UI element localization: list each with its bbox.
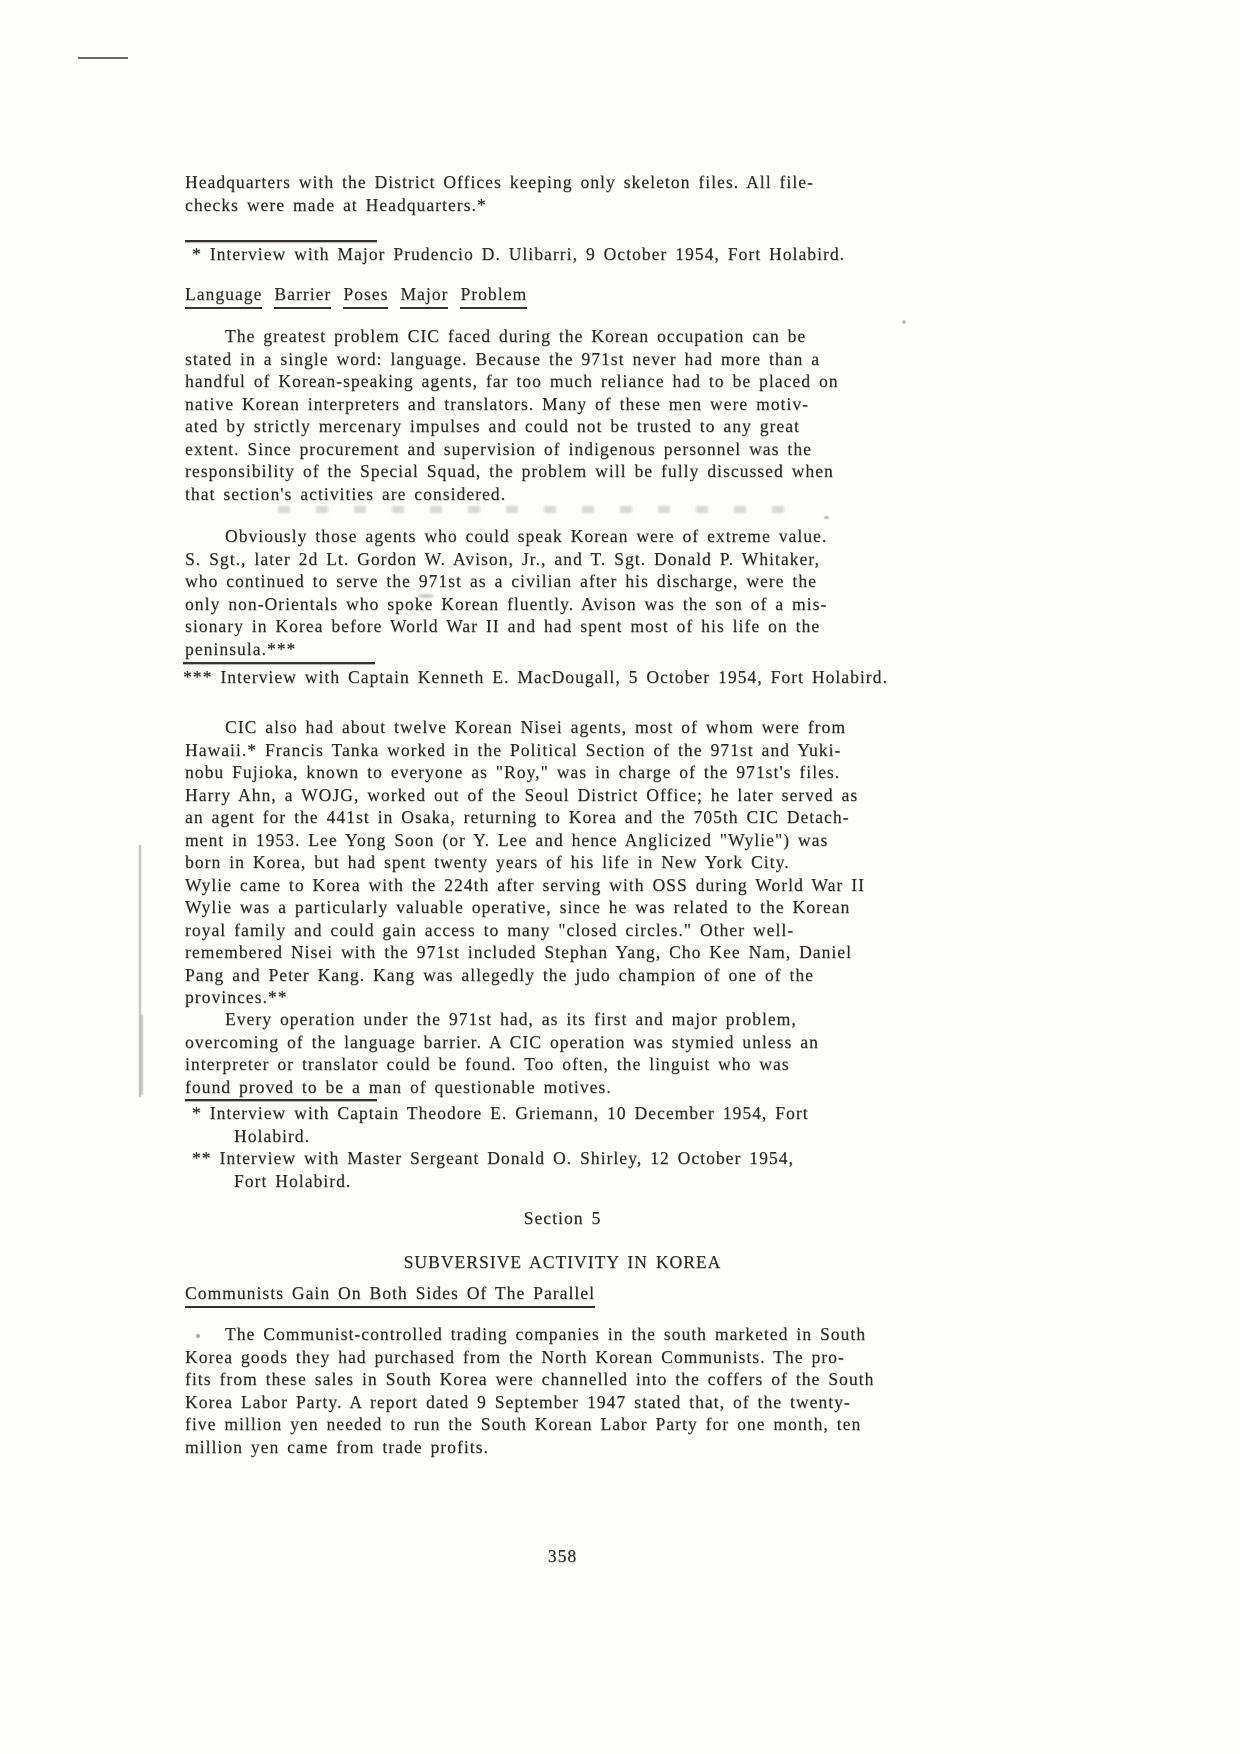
scan-speck [824, 516, 829, 519]
subsection-heading-text: Communists Gain On Both Sides Of The Parallel [185, 1282, 595, 1308]
page-number: 358 [547, 1546, 578, 1566]
paragraph-language-problem: The greatest problem CIC faced during the Korean occupation can be stated in a single word: language. Because the 971st never had more than a handful of Korean-speaking agents, far too much reliance had to be placed on native Korean interpreters and translators. Many of these men were motiv- ated by strictly mercenary impulses and could not be trusted to any great extent. Since procurement and supervision of indigenous personnel was the responsibility of the Special Squad, the problem will be fully discussed when that section's activities are considered. [185, 326, 839, 504]
paragraph-nisei-agents: CIC also had about twelve Korean Nisei agents, most of whom were from Hawaii.* Francis Tanka worked in the Political Section of the 971st and Yuki- nobu Fujioka, known to everyone as "Roy," was in charge of the 971st's files. Harry Ahn, a WOJG, worked out of the Seoul District Office; he later served as an agent for the 441st in Osaka, returning to Korea and the 705th CIC Detach- ment in 1953. Lee Yong Soon (or Y. Lee and hence Anglicized "Wylie") was born in Korea, but had spent twenty years of his life in New York City. Wylie came to Korea with the 224th after serving with OSS during World War II Wylie was a particularly valuable operative, since he was related to the Korean royal family and could gain access to many "closed circles." Other well- remembered Nisei with the 971st included Stephan Yang, Cho Kee Nam, Daniel Pang and Peter Kang. Kang was allegedly the judo champion of one of the provinces.** [185, 717, 865, 1007]
paragraph-language-barrier-operations: Every operation under the 971st had, as its first and major problem, overcoming of the language barrier. A CIC operation was stymied unless an interpreter or translator could be found. Too often, the linguist who was found proved to be a man of questionable motives. [185, 1009, 819, 1097]
scan-stray-vertical-line-2 [141, 1015, 143, 1095]
footnote-separator [183, 662, 375, 664]
footnote-macdougall: *** Interview with Captain Kenneth E. MacDougall, 5 October 1954, Fort Holabird. [183, 667, 888, 687]
scan-speck [902, 320, 906, 324]
section-number: Section 5 [523, 1208, 602, 1228]
continued-paragraph: Headquarters with the District Offices keeping only skeleton files. All file- checks were made at Headquarters.* [185, 172, 814, 215]
scan-smudge-row [278, 506, 798, 513]
footnote-griemann-shirley: * Interview with Captain Theodore E. Griemann, 10 December 1954, Fort Holabird. ** Interview with Master Sergeant Donald O. Shirley, 12 October 1954, Fort Holabird. [192, 1103, 809, 1191]
paragraph-trading-companies: The Communist-controlled trading companies in the south marketed in South Korea goods they had purchased from the North Korean Communists. The pro- fits from these sales in South Korea were channelled into the coffers of the South Korea Labor Party. A report dated 9 September 1947 stated that, of the twenty- five million yen needed to run the South Korean Labor Party for one month, ten million yen came from trade profits. [185, 1324, 875, 1457]
scan-stray-vertical-line [139, 845, 141, 1097]
subsection-heading-communists [185, 1282, 985, 1308]
scan-artifact-top-line [78, 57, 128, 59]
paragraph-korean-speakers: Obviously those agents who could speak Korean were of extreme value. S. Sgt., later 2d Lt. Gordon W. Avison, Jr., and T. Sgt. Donald P. Whitaker, who continued to serve the 971st as a civilian after his discharge, were the only non-Orientals who spoke Korean fluently. Avison was the son of a mis- sionary in Korea before World War II and had spent most of his life on the peninsula.*** [185, 526, 828, 659]
section-heading-language-barrier: Language Barrier Poses Major Problem [185, 283, 985, 309]
section-title: SUBVERSIVE ACTIVITY IN KOREA [403, 1252, 722, 1272]
footnote-ulibarri: * Interview with Major Prudencio D. Ulibarri, 9 October 1954, Fort Holabird. [192, 244, 846, 264]
